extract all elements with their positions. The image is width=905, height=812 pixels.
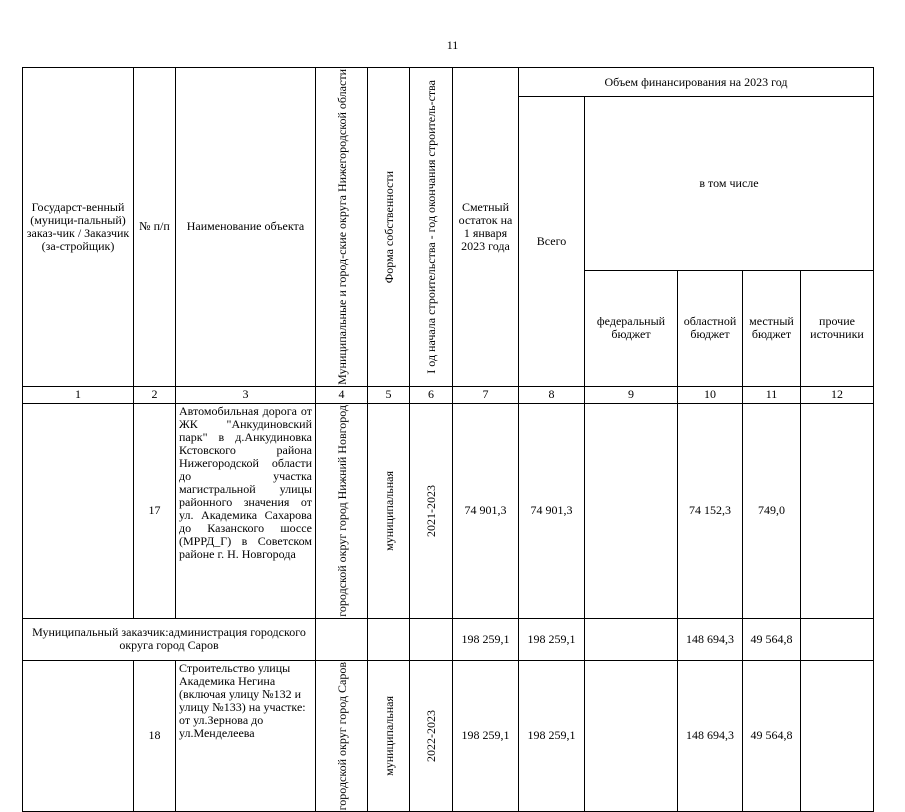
header-total: Всего xyxy=(519,97,585,387)
empty-cell xyxy=(801,618,874,660)
customer-row xyxy=(23,618,874,660)
customer-sarov-regional: 148 694,3 xyxy=(678,618,743,660)
col-num: 3 xyxy=(176,386,316,403)
col-num: 1 xyxy=(23,386,134,403)
row18-regional: 148 694,3 xyxy=(678,660,743,811)
header-customer: Государст-венный (муници-пальный) заказ-чик / Заказчик (за-стройщик) xyxy=(23,68,134,387)
row18-total: 198 259,1 xyxy=(519,660,585,811)
col-num: 7 xyxy=(453,386,519,403)
row17-local: 749,0 xyxy=(743,403,801,618)
header-years: I од начала строительства - год окончания строитель-ства xyxy=(410,68,453,387)
row18-federal xyxy=(585,660,678,811)
row18-estimate: 198 259,1 xyxy=(453,660,519,811)
col-num: 9 xyxy=(585,386,678,403)
col-num: 2 xyxy=(134,386,176,403)
col-num: 12 xyxy=(801,386,874,403)
row17-years: 2021-2023 xyxy=(410,403,453,618)
row18-municipality: городской округ город Саров xyxy=(316,660,368,811)
customer-sarov-local: 49 564,8 xyxy=(743,618,801,660)
col-num: 4 xyxy=(316,386,368,403)
row18-other xyxy=(801,660,874,811)
customer-sarov-total: 198 259,1 xyxy=(519,618,585,660)
header-other: прочие источники xyxy=(801,270,874,386)
row18-local: 49 564,8 xyxy=(743,660,801,811)
header-including: в том числе xyxy=(585,97,874,271)
row17-estimate: 74 901,3 xyxy=(453,403,519,618)
header-federal: федеральный бюджет xyxy=(585,270,678,386)
header-estimate: Сметный остаток на 1 января 2023 года xyxy=(453,68,519,387)
empty-cell xyxy=(585,618,678,660)
row17-ownership: муниципальная xyxy=(368,403,410,618)
col-num: 10 xyxy=(678,386,743,403)
col-num: 8 xyxy=(519,386,585,403)
row18-number: 18 xyxy=(134,660,176,811)
header-object-name: Наименование объекта xyxy=(176,68,316,387)
row17-number: 17 xyxy=(134,403,176,618)
row17-municipality: городской округ город Нижний Новгород xyxy=(316,403,368,618)
header-regional: областной бюджет xyxy=(678,270,743,386)
row17-total: 74 901,3 xyxy=(519,403,585,618)
empty-cell xyxy=(410,618,453,660)
header-local: местный бюджет xyxy=(743,270,801,386)
page-number: 11 xyxy=(446,38,459,52)
row17-federal xyxy=(585,403,678,618)
row17-name: Автомобильная дорога от ЖК "Анкудиновский парк" в д.Анкудиновка Кстовского района Нижегородской области до участка магистральной улицы районного значения от ул. Академика Сахарова до Казанского шоссе (МРРД_Г) в Советском районе г. Н. Новгорода xyxy=(176,403,316,618)
header-number: № п/п xyxy=(134,68,176,387)
row18-customer xyxy=(23,660,134,811)
col-num: 5 xyxy=(368,386,410,403)
empty-cell xyxy=(316,618,368,660)
row18-years: 2022-2023 xyxy=(410,660,453,811)
row18-name: Строительство улицы Академика Негина (включая улицу №132 и улицу №133) на участке: от ул.Зернова до ул.Менделеева xyxy=(176,660,316,811)
row17-customer xyxy=(23,403,134,618)
table-row xyxy=(23,403,874,618)
column-number-row xyxy=(23,386,874,403)
row18-ownership: муниципальная xyxy=(368,660,410,811)
row17-other xyxy=(801,403,874,618)
empty-cell xyxy=(368,618,410,660)
customer-sarov-label: Муниципальный заказчик:администрация городского округа город Саров xyxy=(23,618,316,660)
header-municipality: Муниципальные и город-ские округа Нижегородской области xyxy=(316,68,368,387)
customer-sarov-estimate: 198 259,1 xyxy=(453,618,519,660)
financing-table xyxy=(22,67,874,812)
header-funding-group: Объем финансирования на 2023 год xyxy=(519,68,874,97)
row17-regional: 74 152,3 xyxy=(678,403,743,618)
header-ownership: Форма собственности xyxy=(368,68,410,387)
col-num: 11 xyxy=(743,386,801,403)
table-row xyxy=(23,660,874,811)
col-num: 6 xyxy=(410,386,453,403)
